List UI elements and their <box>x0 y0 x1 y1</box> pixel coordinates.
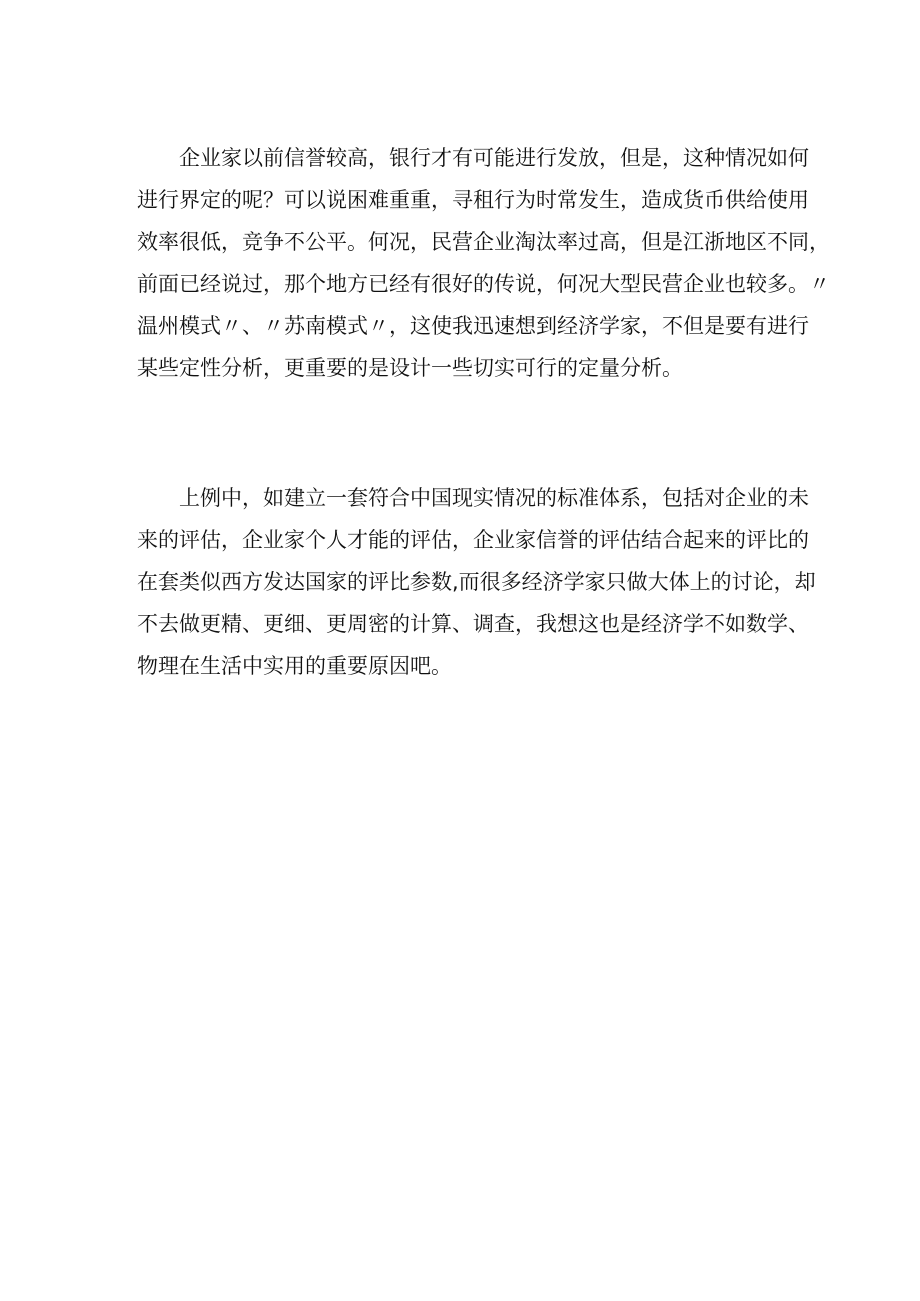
paragraph-line: 企业家以前信誉较高，银行才有可能进行发放，但是，这种情况如何 <box>179 146 809 170</box>
paragraph-line: 不去做更精、更细、更周密的计算、调查，我想这也是经济学不如数学、 <box>137 612 809 636</box>
paragraph-line: 来的评估，企业家个人才能的评估，企业家信誉的评估结合起来的评比的 <box>137 528 809 552</box>
paragraph-2 <box>137 477 816 687</box>
paragraph-line: 温州模式〃、〃苏南模式〃，这使我迅速想到经济学家，不但是要有进行 <box>137 314 809 338</box>
paragraph-line: 在套类似西方发达国家的评比参数,而很多经济学家只做大体上的讨论，却 <box>137 570 816 594</box>
paragraph-line: 效率很低，竞争不公平。何况，民营企业淘汰率过高，但是江浙地区不同， <box>137 230 830 254</box>
paragraph-line: 前面已经说过，那个地方已经有很好的传说，何况大型民营企业也较多。〃 <box>137 272 830 296</box>
paragraph-line: 某些定性分析，更重要的是设计一些切实可行的定量分析。 <box>137 356 683 380</box>
paragraph-line: 物理在生活中实用的重要原因吧。 <box>137 654 452 678</box>
paragraph-line: 进行界定的呢？可以说困难重重，寻租行为时常发生，造成货币供给使用 <box>137 188 809 212</box>
paragraph-1 <box>137 137 830 389</box>
paragraph-line: 上例中，如建立一套符合中国现实情况的标准体系，包括对企业的未 <box>179 486 809 510</box>
